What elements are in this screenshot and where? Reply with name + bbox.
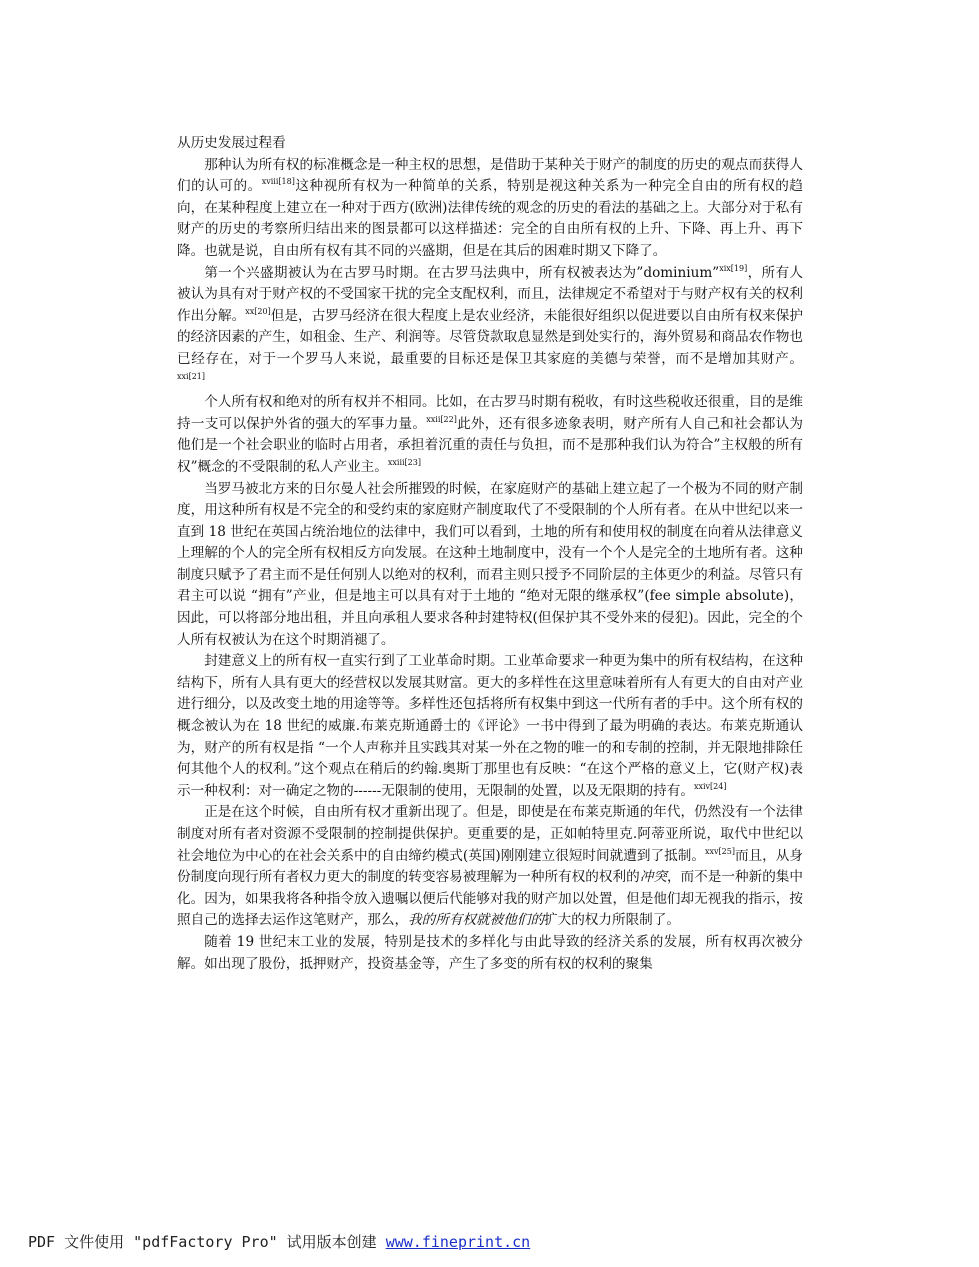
text: 正是在这个时候，自由所有权才重新出现了。但是，即使是在布莱克斯通的年代，仍然没有一个法律制度对所有者对资源不受限制的控制提供保护。更重要的是，正如帕特里克.阿蒂亚所说，取代中世纪以社会地位为中心的在社会关系中的自由缔约模式(英国)刚刚建立很短时间就遭到了抵制。 — [177, 804, 803, 864]
emphasis: 我的所有权就被 — [408, 912, 504, 929]
text: 扩大的权力所限制了。 — [544, 912, 680, 929]
text: 随着 19 世纪末工业的发展，特别是技术的多样化与由此导致的经济关系的发展，所有权再次被分解。如出现了股份，抵押财产，投资基金等，产生了多变的所有权的权利的聚集 — [177, 933, 803, 972]
footnote-ref[interactable]: xx[20] — [245, 306, 271, 316]
text: 封建意义上的所有权一直实行到了工业革命时期。工业革命要求一种更为集中的所有权结构，在这种结构下，所有人具有更大的经营权以发展其财富。更大的多样性在这里意味着所有人有更大的自由对产业进行细分，以及改变土地的用途等等。多样性还包括将所有权集中到这一代所有者的手中。这个所有权的概念被认为在 18 世纪的威廉.布莱克斯通爵士的《评论》一书中得到了最为明确的表达。布莱克斯通认为，财产的所有权是指 “一个人声称并且实践其对某一外在之物的唯一的和专制的控制，并无限地排除任何其他个人的权利。”这个观点在稍后的约翰.奥斯丁那里也有反映：“在这个严格的意义上，它(财产权)表示一种权利：对一确定之物的------无限制的使用，无限制的处置，以及无限期的持有。 — [177, 653, 803, 799]
paragraph-4 — [177, 479, 803, 652]
paragraph-3 — [177, 392, 803, 478]
text: 个人所有权和绝对的所有权并不相同。比如，在古罗马时期有税收，有时这些税收还很重，目的是维持一支可以保护外省的强大的军事力量。 — [177, 394, 803, 432]
footnote-ref[interactable]: xxiii[23] — [387, 457, 421, 467]
paragraph-6 — [177, 802, 803, 932]
footer-text: PDF 文件使用 "pdfFactory Pro" 试用版本创建 — [28, 1233, 386, 1251]
emphasis: 冲突 — [639, 869, 667, 886]
pdf-footer — [28, 1231, 958, 1252]
footnote-ref[interactable]: xxiv[24] — [693, 781, 727, 791]
paragraph-2 — [177, 263, 803, 393]
paragraph-1 — [177, 155, 803, 263]
text: 那种认为所有权的标准概念是一种主权的思想，是借助于某种关于财产的制度的历史的观点而获得人们的认可的。 — [177, 156, 803, 195]
text: 第一个兴盛期被认为在古罗马时期。在古罗马法典中，所有权被表达为”dominium” — [204, 264, 720, 281]
footnote-ref[interactable]: xxv[25] — [704, 846, 735, 856]
footnote-ref[interactable]: xxii[22] — [426, 414, 457, 424]
fineprint-link[interactable]: www.fineprint.cn — [385, 1233, 531, 1251]
emphasis: 他们的 — [503, 912, 545, 929]
paragraph-7 — [177, 932, 803, 975]
text: 这种视所有权为一种简单的关系，特别是视这种关系为一种完全自由的所有权的趋向，在某种程度上建立在一种对于西方(欧洲)法律传统的观念的历史的看法的基础之上。大部分对于私有财产的历史的考察所归结出来的图景都可以这样描述：完全的自由所有权的上升、下降、再上升、再下降。也就是说，自由所有权有其不同的兴盛期，但是在其后的困难时期又下降了。 — [177, 178, 804, 259]
footnote-ref[interactable]: xix[19] — [719, 263, 748, 273]
text: 但是，古罗马经济在很大程度上是农业经济，未能很好组织以促进要以自由所有权来保护的经济因素的产生，如租金、生产、利润等。尽管贷款取息显然是到处实行的，海外贸易和商品农作物也已经存在，对于一个罗马人来说，最重要的目标还是保卫其家庭的美德与荣誉，而不是增加其财产。 — [177, 307, 804, 367]
text: 当罗马被北方来的日尔曼人社会所摧毁的时候，在家庭财产的基础上建立起了一个极为不同的财产制度，用这种所有权是不完全的和受约束的家庭财产制度取代了不受限制的个人所有者。在从中世纪以来一直到 18 世纪在英国占统治地位的法律中，我们可以看到，土地的所有和使用权的制度在向着从法律意义上理解的个人的完全所有权相反方向发展。在这种土地制度中，没有一个个人是完全的土地所有者。这种制度只赋予了君主而不是任何别人以绝对的权利，而君主则只授予不同阶层的主体更少的利益。尽管只有君主可以说 “拥有”产业，但是地主可以具有对于土地的 “绝对无限的继承权”(fee simple absolute)，因此，可以将部分地出租，并且向承租人要求各种封建特权(但保护其不受外来的侵犯)。因此，完全的个人所有权被认为在这个时期消褪了。 — [177, 480, 803, 648]
text: ，而不是一种新的集中化。因为，如果我将各种指令放入遗嘱以便后代能够对我的财产加以处置，但是他们却无视我的指示，按照自己的选择去运作这笔财产，那么， — [177, 869, 804, 929]
text: 此外，还有很多迹象表明，财产所有人自己和社会都认为他们是一个社会职业的临时占用者，承担着沉重的责任与负担，而不是那种我们认为符合”主权般的所有权”概念的不受限制的私人产业主。 — [177, 415, 804, 475]
section-heading: 从历史发展过程看 — [177, 135, 286, 151]
text: 而且，从身份制度向现行所有者权力更大的制度的转变容易被理解为一种所有权的权利的 — [177, 847, 804, 886]
footnote-ref[interactable]: xviii[18] — [261, 177, 295, 187]
text: ，所有人被认为具有对于财产权的不受国家干扰的完全支配权利，而且，法律规定不希望对于与财产权有关的权利作出分解。 — [177, 264, 803, 324]
footnote-ref[interactable]: xxi[21] — [177, 371, 206, 381]
paragraph-5 — [177, 651, 803, 802]
document-body — [177, 133, 803, 975]
